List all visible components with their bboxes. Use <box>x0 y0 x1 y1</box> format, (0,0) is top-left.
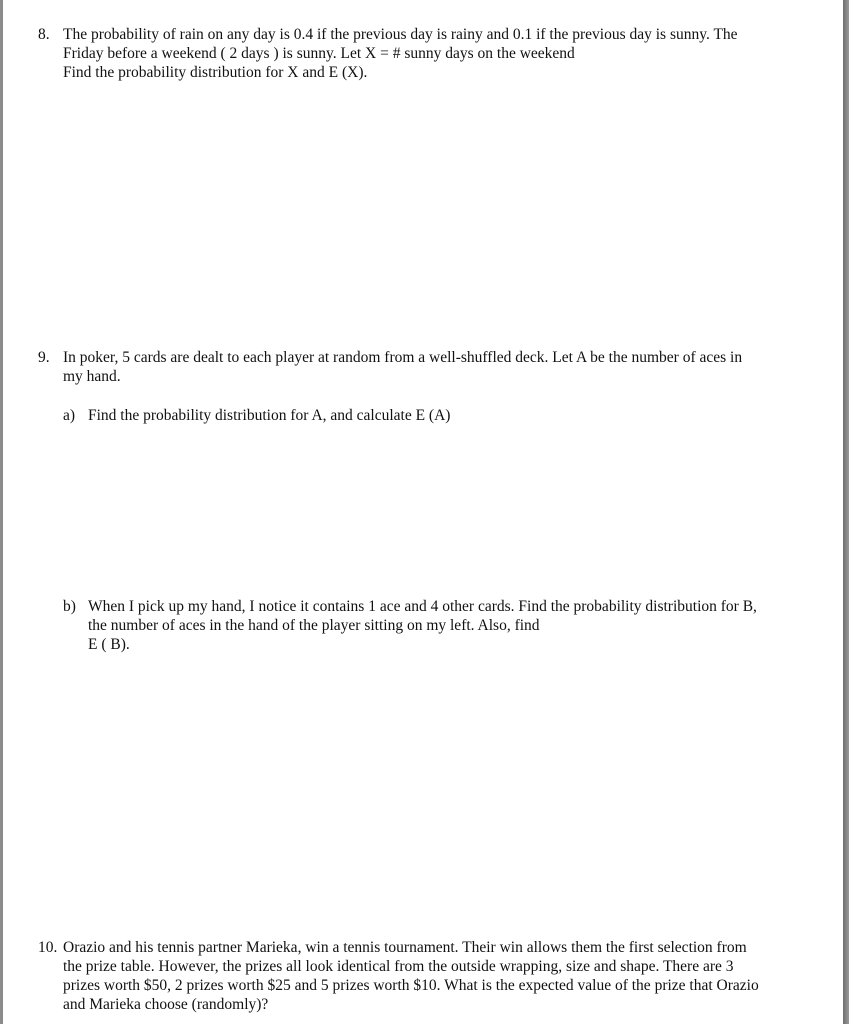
question-text-line: The probability of rain on any day is 0.4 if the previous day is rainy and 0.1 if the previous day is sunny. The <box>63 26 738 43</box>
question-text-line: Orazio and his tennis partner Marieka, win a tennis tournament. Their win allows them the first selection from <box>63 939 747 956</box>
question-number: 10. <box>38 939 58 956</box>
question-text-line: prizes worth $50, 2 prizes worth $25 and 5 prizes worth $10. What is the expected value of the prize that Orazio <box>63 977 759 994</box>
question-number: 9. <box>38 349 50 366</box>
subquestion-text-line: Find the probability distribution for A, and calculate E (A) <box>88 407 451 424</box>
subquestion-text-line: When I pick up my hand, I notice it contains 1 ace and 4 other cards. Find the probability distribution for B, <box>88 598 757 615</box>
question-9a <box>63 406 833 425</box>
question-8 <box>38 25 828 82</box>
subquestion-text-line: the number of aces in the hand of the player sitting on my left. Also, find <box>88 617 540 634</box>
question-text-line: Friday before a weekend ( 2 days ) is sunny. Let X = # sunny days on the weekend <box>63 45 575 62</box>
question-text-line: and Marieka choose (randomly)? <box>63 996 269 1013</box>
question-text-line: In poker, 5 cards are dealt to each player at random from a well-shuffled deck. Let A be the number of aces in <box>63 349 743 366</box>
question-10 <box>38 938 828 1014</box>
question-text-line: Find the probability distribution for X and E (X). <box>63 64 368 81</box>
document-page <box>3 0 843 1024</box>
question-9b <box>63 597 833 654</box>
question-9 <box>38 348 828 386</box>
question-text-line: my hand. <box>63 368 121 385</box>
question-text-line: the prize table. However, the prizes all look identical from the outside wrapping, size and shape. There are 3 <box>63 958 734 975</box>
subquestion-label: a) <box>63 407 76 424</box>
page-shadow <box>843 0 849 1024</box>
subquestion-label: b) <box>63 598 76 615</box>
subquestion-text-line: E ( B). <box>88 636 130 653</box>
question-number: 8. <box>38 26 50 43</box>
